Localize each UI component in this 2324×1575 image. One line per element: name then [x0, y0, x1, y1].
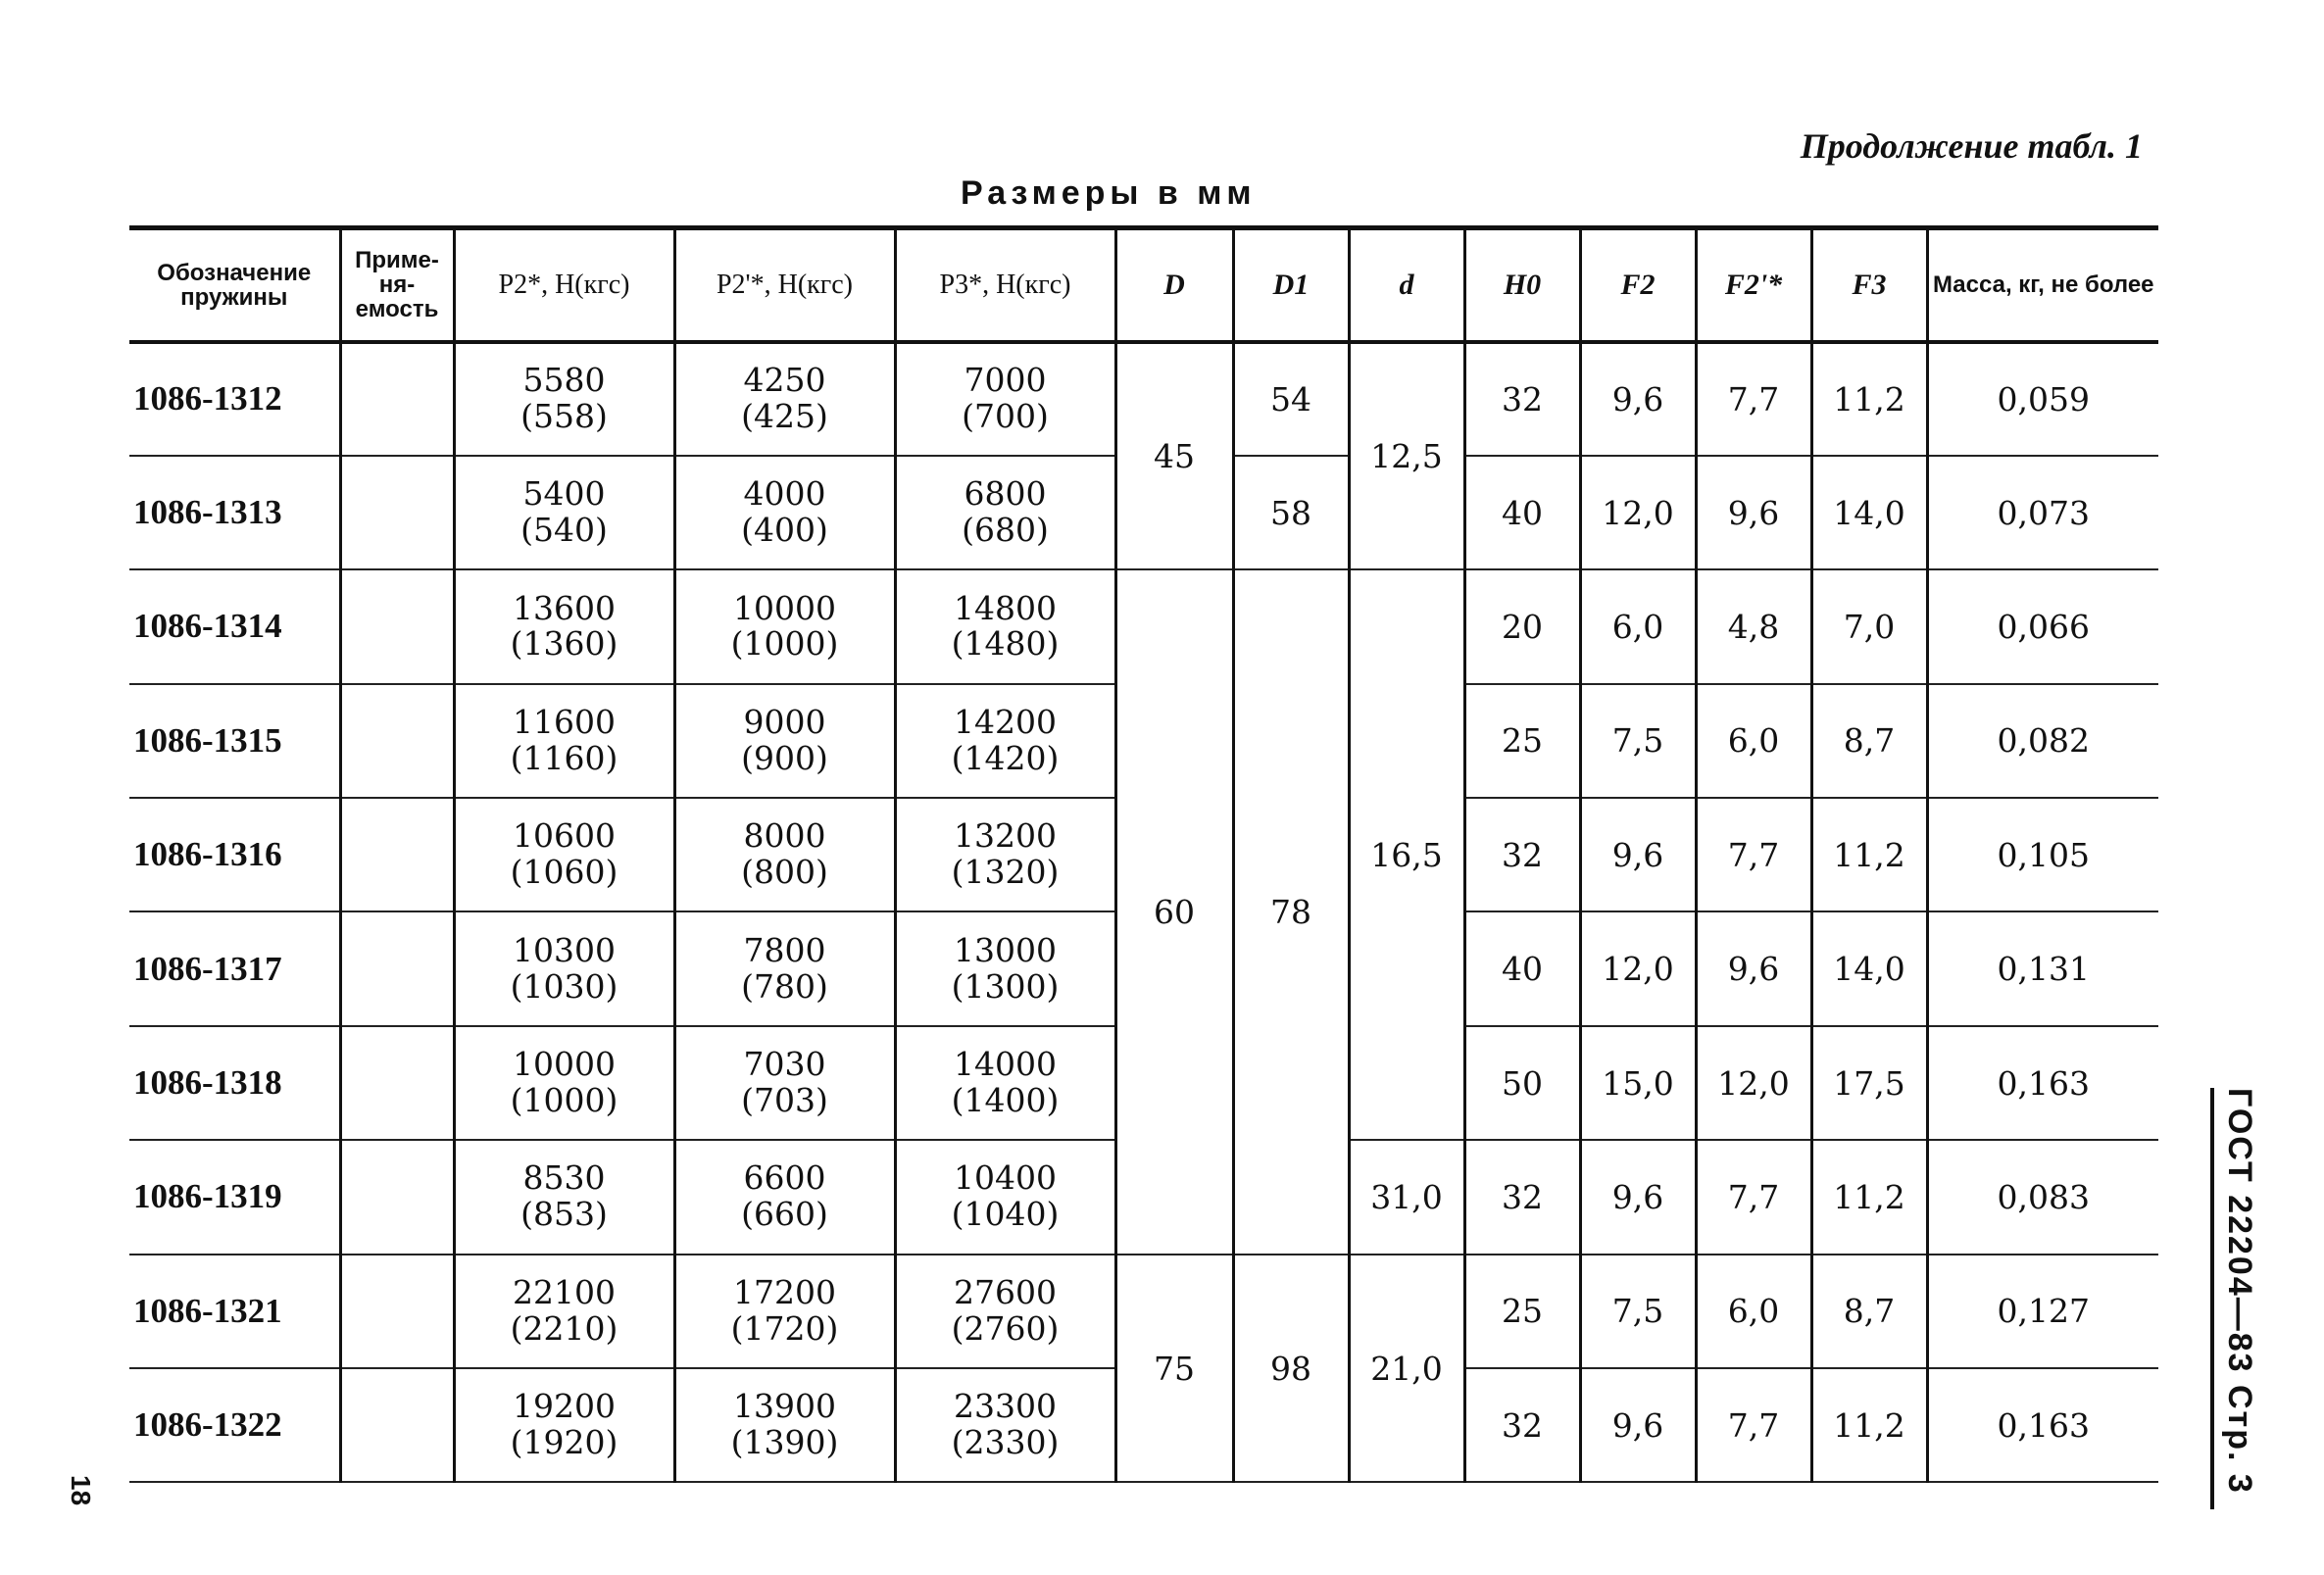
header-mass: Масса, кг, не более	[1927, 228, 2158, 342]
F2-cell: 12,0	[1580, 911, 1696, 1025]
F2-prime-cell: 7,7	[1696, 798, 1811, 911]
header-p3: P3*, Н(кгс)	[895, 228, 1115, 342]
D1-cell: 54	[1233, 342, 1349, 456]
p2-kgf: (853)	[520, 1195, 608, 1234]
p2-prime-value: 6600	[743, 1158, 826, 1198]
p3-value: 10400	[954, 1158, 1057, 1198]
header-designation: Обозначение пружины	[129, 228, 340, 342]
p2-prime-cell	[674, 798, 895, 911]
p2-prime-cell	[674, 569, 895, 683]
mass-cell: 0,083	[1927, 1140, 2158, 1254]
p2-cell	[454, 456, 674, 569]
D-cell: 75	[1115, 1255, 1233, 1483]
p2-kgf: (1920)	[510, 1423, 618, 1462]
p2-prime-value: 9000	[743, 702, 826, 741]
p2-prime-kgf: (400)	[741, 511, 828, 550]
table-row	[129, 342, 2158, 456]
p2-value: 11600	[513, 702, 616, 741]
header-H0: H0	[1464, 228, 1580, 342]
p2-prime-kgf: (1390)	[730, 1423, 839, 1462]
header-D1: D1	[1233, 228, 1349, 342]
F2-prime-cell: 7,7	[1696, 342, 1811, 456]
H0-cell: 40	[1464, 911, 1580, 1025]
designation-cell: 1086-1314	[129, 569, 340, 683]
F2-prime-cell: 12,0	[1696, 1026, 1811, 1140]
header-row	[129, 228, 2158, 342]
p2-prime-value: 7800	[743, 930, 826, 969]
p2-prime-value: 13900	[733, 1387, 836, 1426]
p3-kgf: (1480)	[951, 624, 1060, 664]
p3-kgf: (1040)	[951, 1195, 1060, 1234]
F2-cell: 12,0	[1580, 456, 1696, 569]
p2-cell	[454, 1368, 674, 1482]
H0-cell: 32	[1464, 1368, 1580, 1482]
p3-value: 14200	[954, 702, 1057, 741]
header-applicability: Приме-ня-емость	[340, 228, 454, 342]
p3-cell	[895, 456, 1115, 569]
p2-prime-kgf: (1720)	[730, 1308, 839, 1348]
F2-cell: 7,5	[1580, 1255, 1696, 1368]
H0-cell: 32	[1464, 1140, 1580, 1254]
p2-prime-kgf: (425)	[741, 397, 828, 436]
p2-cell	[454, 342, 674, 456]
F2-cell: 9,6	[1580, 1368, 1696, 1482]
H0-cell: 25	[1464, 684, 1580, 798]
p2-prime-cell	[674, 456, 895, 569]
dimensions-note: Размеры в мм	[961, 174, 1257, 212]
p2-kgf: (1060)	[510, 853, 618, 892]
p2-kgf: (2210)	[510, 1308, 618, 1348]
p2-prime-kgf: (780)	[741, 966, 828, 1006]
F2-prime-cell: 7,7	[1696, 1368, 1811, 1482]
header-p2: P2*, Н(кгс)	[454, 228, 674, 342]
F3-cell: 8,7	[1811, 684, 1927, 798]
H0-cell: 50	[1464, 1026, 1580, 1140]
p2-prime-value: 17200	[733, 1272, 836, 1311]
p3-cell	[895, 911, 1115, 1025]
header-F2-prime: F2'*	[1696, 228, 1811, 342]
F3-cell: 11,2	[1811, 1140, 1927, 1254]
designation-cell: 1086-1315	[129, 684, 340, 798]
mass-cell: 0,082	[1927, 684, 2158, 798]
mass-cell: 0,163	[1927, 1368, 2158, 1482]
p2-cell	[454, 1255, 674, 1368]
p3-value: 6800	[964, 474, 1047, 514]
p2-prime-value: 8000	[743, 816, 826, 856]
p2-prime-cell	[674, 911, 895, 1025]
p2-prime-value: 7030	[743, 1045, 826, 1084]
p2-cell	[454, 1026, 674, 1140]
applicability-cell	[340, 911, 454, 1025]
p2-prime-cell	[674, 1140, 895, 1254]
p3-cell	[895, 1255, 1115, 1368]
p2-prime-kgf: (660)	[741, 1195, 828, 1234]
H0-cell: 32	[1464, 798, 1580, 911]
header-D: D	[1115, 228, 1233, 342]
designation-cell: 1086-1313	[129, 456, 340, 569]
p3-value: 14800	[954, 588, 1057, 627]
p2-value: 22100	[513, 1272, 616, 1311]
p2-cell	[454, 1140, 674, 1254]
p3-kgf: (1420)	[951, 738, 1060, 777]
p2-value: 8530	[522, 1158, 606, 1198]
applicability-cell	[340, 456, 454, 569]
table-row	[129, 1255, 2158, 1368]
p3-cell	[895, 798, 1115, 911]
p3-kgf: (1400)	[951, 1081, 1060, 1120]
p2-prime-kgf: (1000)	[730, 624, 839, 664]
p3-kgf: (700)	[962, 397, 1049, 436]
header-F2: F2	[1580, 228, 1696, 342]
F2-prime-cell: 6,0	[1696, 684, 1811, 798]
F2-cell: 15,0	[1580, 1026, 1696, 1140]
D1-cell: 98	[1233, 1255, 1349, 1483]
p2-value: 10600	[513, 816, 616, 856]
p3-cell	[895, 684, 1115, 798]
table-row	[129, 569, 2158, 683]
p3-value: 23300	[954, 1387, 1057, 1426]
designation-cell: 1086-1321	[129, 1255, 340, 1368]
spring-table	[129, 225, 2158, 1483]
F3-cell: 14,0	[1811, 456, 1927, 569]
mass-cell: 0,105	[1927, 798, 2158, 911]
p2-value: 5580	[522, 361, 606, 400]
mass-cell: 0,073	[1927, 456, 2158, 569]
applicability-cell	[340, 1026, 454, 1140]
p2-value: 5400	[522, 474, 606, 514]
applicability-cell	[340, 798, 454, 911]
F3-cell: 11,2	[1811, 342, 1927, 456]
d-cell: 12,5	[1349, 342, 1464, 570]
F2-prime-cell: 9,6	[1696, 911, 1811, 1025]
F2-prime-cell: 9,6	[1696, 456, 1811, 569]
p3-cell	[895, 1368, 1115, 1482]
designation-cell: 1086-1322	[129, 1368, 340, 1482]
standard-side-label	[2210, 1088, 2263, 1509]
D-cell: 60	[1115, 569, 1233, 1254]
p3-cell	[895, 1026, 1115, 1140]
H0-cell: 32	[1464, 342, 1580, 456]
applicability-cell	[340, 1368, 454, 1482]
F3-cell: 8,7	[1811, 1255, 1927, 1368]
p3-kgf: (680)	[962, 511, 1049, 550]
H0-cell: 25	[1464, 1255, 1580, 1368]
p2-prime-cell	[674, 342, 895, 456]
header-F3: F3	[1811, 228, 1927, 342]
header-d: d	[1349, 228, 1464, 342]
H0-cell: 40	[1464, 456, 1580, 569]
p3-value: 14000	[954, 1045, 1057, 1084]
p2-prime-value: 10000	[733, 588, 836, 627]
d-cell: 21,0	[1349, 1255, 1464, 1483]
F2-cell: 6,0	[1580, 569, 1696, 683]
mass-cell: 0,066	[1927, 569, 2158, 683]
p2-kgf: (1360)	[510, 624, 618, 664]
applicability-cell	[340, 342, 454, 456]
p3-value: 27600	[954, 1272, 1057, 1311]
F3-cell: 11,2	[1811, 798, 1927, 911]
p2-cell	[454, 798, 674, 911]
p2-prime-kgf: (800)	[741, 853, 828, 892]
F3-cell: 7,0	[1811, 569, 1927, 683]
designation-cell: 1086-1312	[129, 342, 340, 456]
p2-kgf: (540)	[520, 511, 608, 550]
p2-value: 10000	[513, 1045, 616, 1084]
D-cell: 45	[1115, 342, 1233, 570]
p2-prime-cell	[674, 1368, 895, 1482]
p2-cell	[454, 684, 674, 798]
H0-cell: 20	[1464, 569, 1580, 683]
mass-cell: 0,059	[1927, 342, 2158, 456]
D1-cell: 78	[1233, 569, 1349, 1254]
p3-cell	[895, 342, 1115, 456]
p2-kgf: (1030)	[510, 966, 618, 1006]
p2-prime-value: 4250	[743, 361, 826, 400]
applicability-cell	[340, 1255, 454, 1368]
F2-prime-cell: 4,8	[1696, 569, 1811, 683]
header-p2-prime: P2'*, Н(кгс)	[674, 228, 895, 342]
F2-prime-cell: 6,0	[1696, 1255, 1811, 1368]
p2-prime-value: 4000	[743, 474, 826, 514]
p3-kgf: (2760)	[951, 1308, 1060, 1348]
p3-kgf: (1320)	[951, 853, 1060, 892]
p2-prime-cell	[674, 1026, 895, 1140]
p2-kgf: (1000)	[510, 1081, 618, 1120]
F3-cell: 11,2	[1811, 1368, 1927, 1482]
F2-prime-cell: 7,7	[1696, 1140, 1811, 1254]
p2-prime-cell	[674, 684, 895, 798]
standard-side-text: ГОСТ 22204—83 Стр. 3	[2221, 1088, 2258, 1495]
p2-cell	[454, 569, 674, 683]
mass-cell: 0,163	[1927, 1026, 2158, 1140]
F2-cell: 9,6	[1580, 342, 1696, 456]
F2-cell: 7,5	[1580, 684, 1696, 798]
p2-value: 10300	[513, 930, 616, 969]
designation-cell: 1086-1317	[129, 911, 340, 1025]
page-number: 18	[66, 1475, 96, 1506]
F3-cell: 17,5	[1811, 1026, 1927, 1140]
designation-cell: 1086-1318	[129, 1026, 340, 1140]
F2-cell: 9,6	[1580, 798, 1696, 911]
applicability-cell	[340, 684, 454, 798]
F3-cell: 14,0	[1811, 911, 1927, 1025]
p2-value: 13600	[513, 588, 616, 627]
applicability-cell	[340, 569, 454, 683]
D1-cell: 58	[1233, 456, 1349, 569]
designation-cell: 1086-1319	[129, 1140, 340, 1254]
mass-cell: 0,131	[1927, 911, 2158, 1025]
continuation-label: Продолжение табл. 1	[1800, 126, 2143, 166]
p2-kgf: (558)	[520, 397, 608, 436]
d-cell: 16,5	[1349, 569, 1464, 1140]
p3-kgf: (1300)	[951, 966, 1060, 1006]
p2-value: 19200	[513, 1387, 616, 1426]
p3-value: 13000	[954, 930, 1057, 969]
p3-cell	[895, 569, 1115, 683]
designation-cell: 1086-1316	[129, 798, 340, 911]
p2-cell	[454, 911, 674, 1025]
p2-prime-kgf: (900)	[741, 738, 828, 777]
p2-prime-cell	[674, 1255, 895, 1368]
p3-value: 7000	[964, 361, 1047, 400]
d-cell: 31,0	[1349, 1140, 1464, 1254]
p3-value: 13200	[954, 816, 1057, 856]
F2-cell: 9,6	[1580, 1140, 1696, 1254]
p2-kgf: (1160)	[510, 738, 618, 777]
mass-cell: 0,127	[1927, 1255, 2158, 1368]
applicability-cell	[340, 1140, 454, 1254]
p2-prime-kgf: (703)	[741, 1081, 828, 1120]
p3-cell	[895, 1140, 1115, 1254]
p3-kgf: (2330)	[951, 1423, 1060, 1462]
